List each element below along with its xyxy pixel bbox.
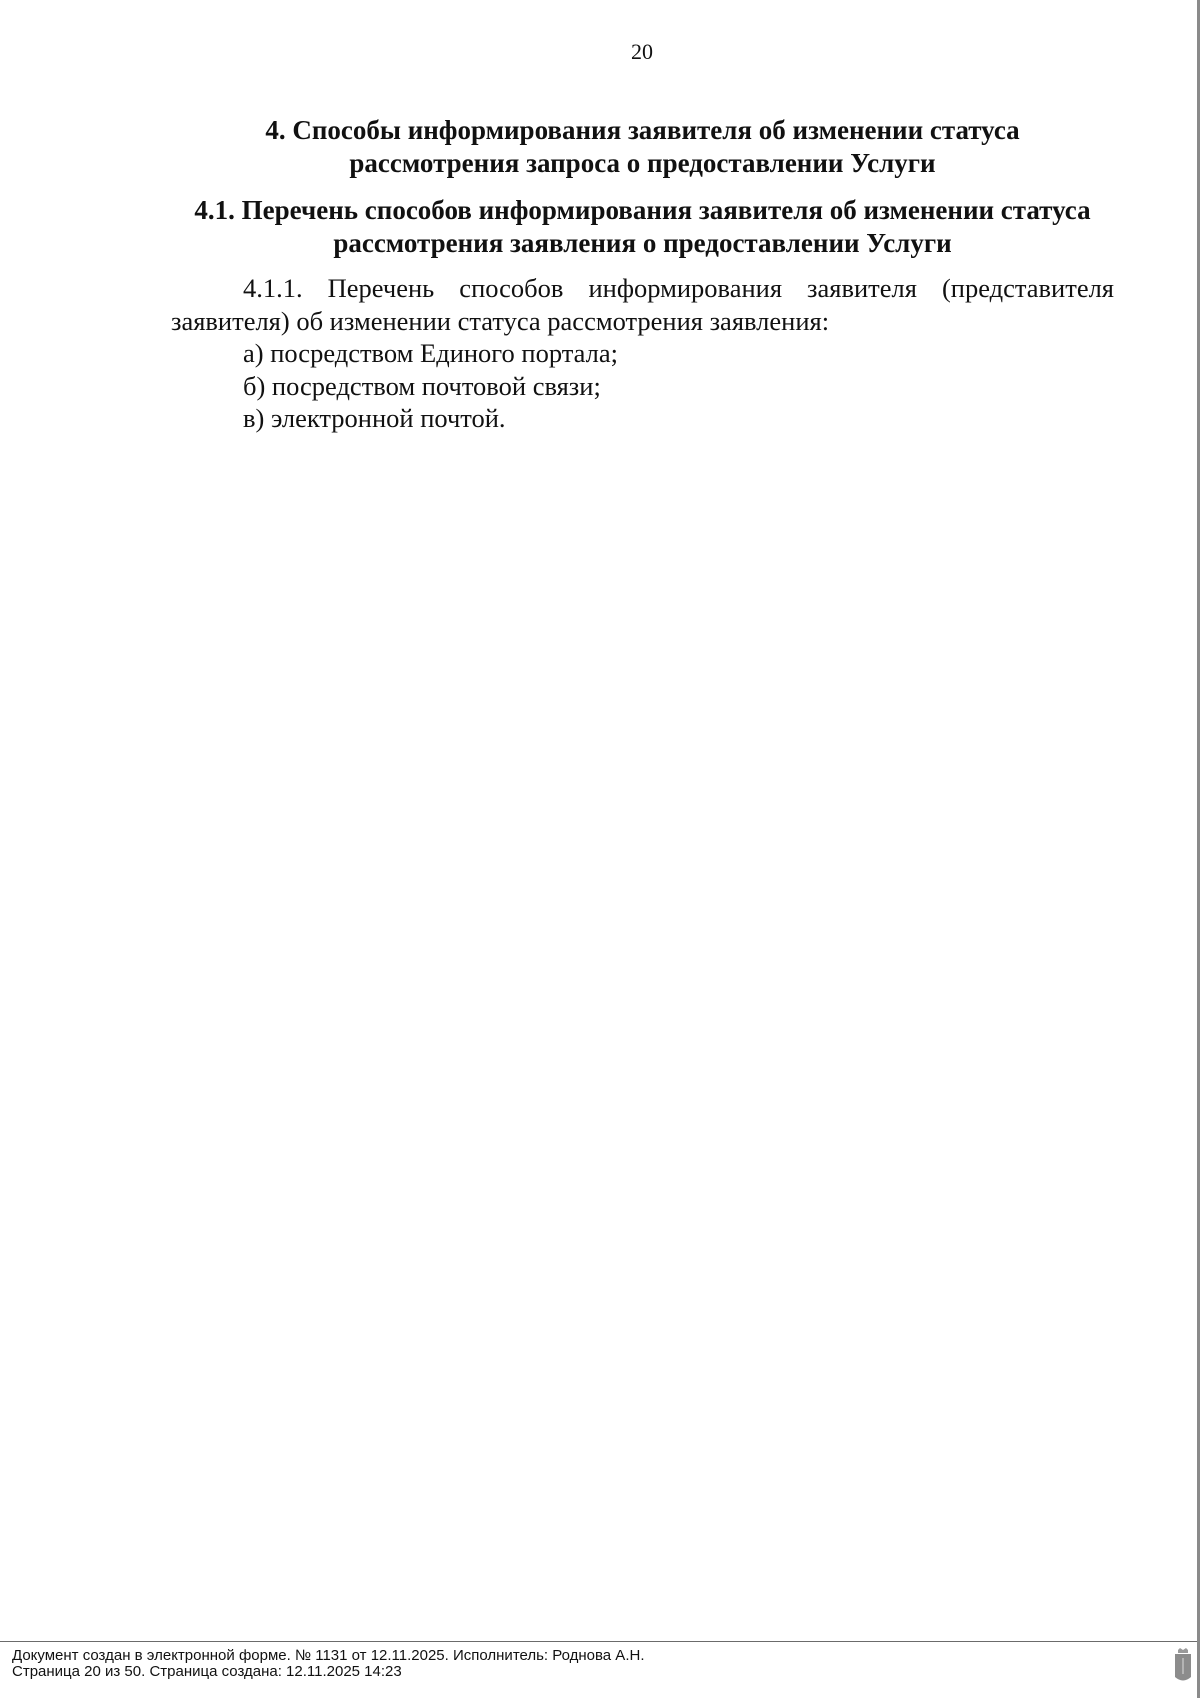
document-body — [171, 114, 1114, 435]
section-title-line-1: 4. Способы информирования заявителя об изменении статуса — [265, 115, 1020, 145]
coat-of-arms-icon — [1172, 1648, 1194, 1684]
list-item: б) посредством почтовой связи; — [243, 370, 601, 401]
clause-paragraph: 4.1.1. Перечень способов информирования заявителя (представителя заявителя) об изменении статуса рассмотрения заявления: — [171, 273, 1114, 336]
footer-line-1: Документ создан в электронной форме. № 1131 от 12.11.2025. Исполнитель: Роднова А.Н. — [12, 1647, 645, 1664]
list-item: а) посредством Единого портала; — [243, 338, 618, 368]
subsection-title — [171, 194, 1114, 260]
page-number: 20 — [631, 39, 653, 64]
footer-divider — [0, 1641, 1197, 1642]
document-footer — [12, 1648, 644, 1680]
section-title-line-2: рассмотрения запроса о предоставлении Услуги — [349, 148, 936, 178]
list-item: в) электронной почтой. — [243, 403, 506, 433]
subsection-title-line-2: рассмотрения заявления о предоставлении Услуги — [333, 228, 952, 258]
subsection-title-line-1: 4.1. Перечень способов информирования заявителя об изменении статуса — [194, 195, 1091, 225]
footer-line-2: Страница 20 из 50. Страница создана: 12.11.2025 14:23 — [12, 1663, 402, 1680]
section-title — [171, 114, 1114, 180]
